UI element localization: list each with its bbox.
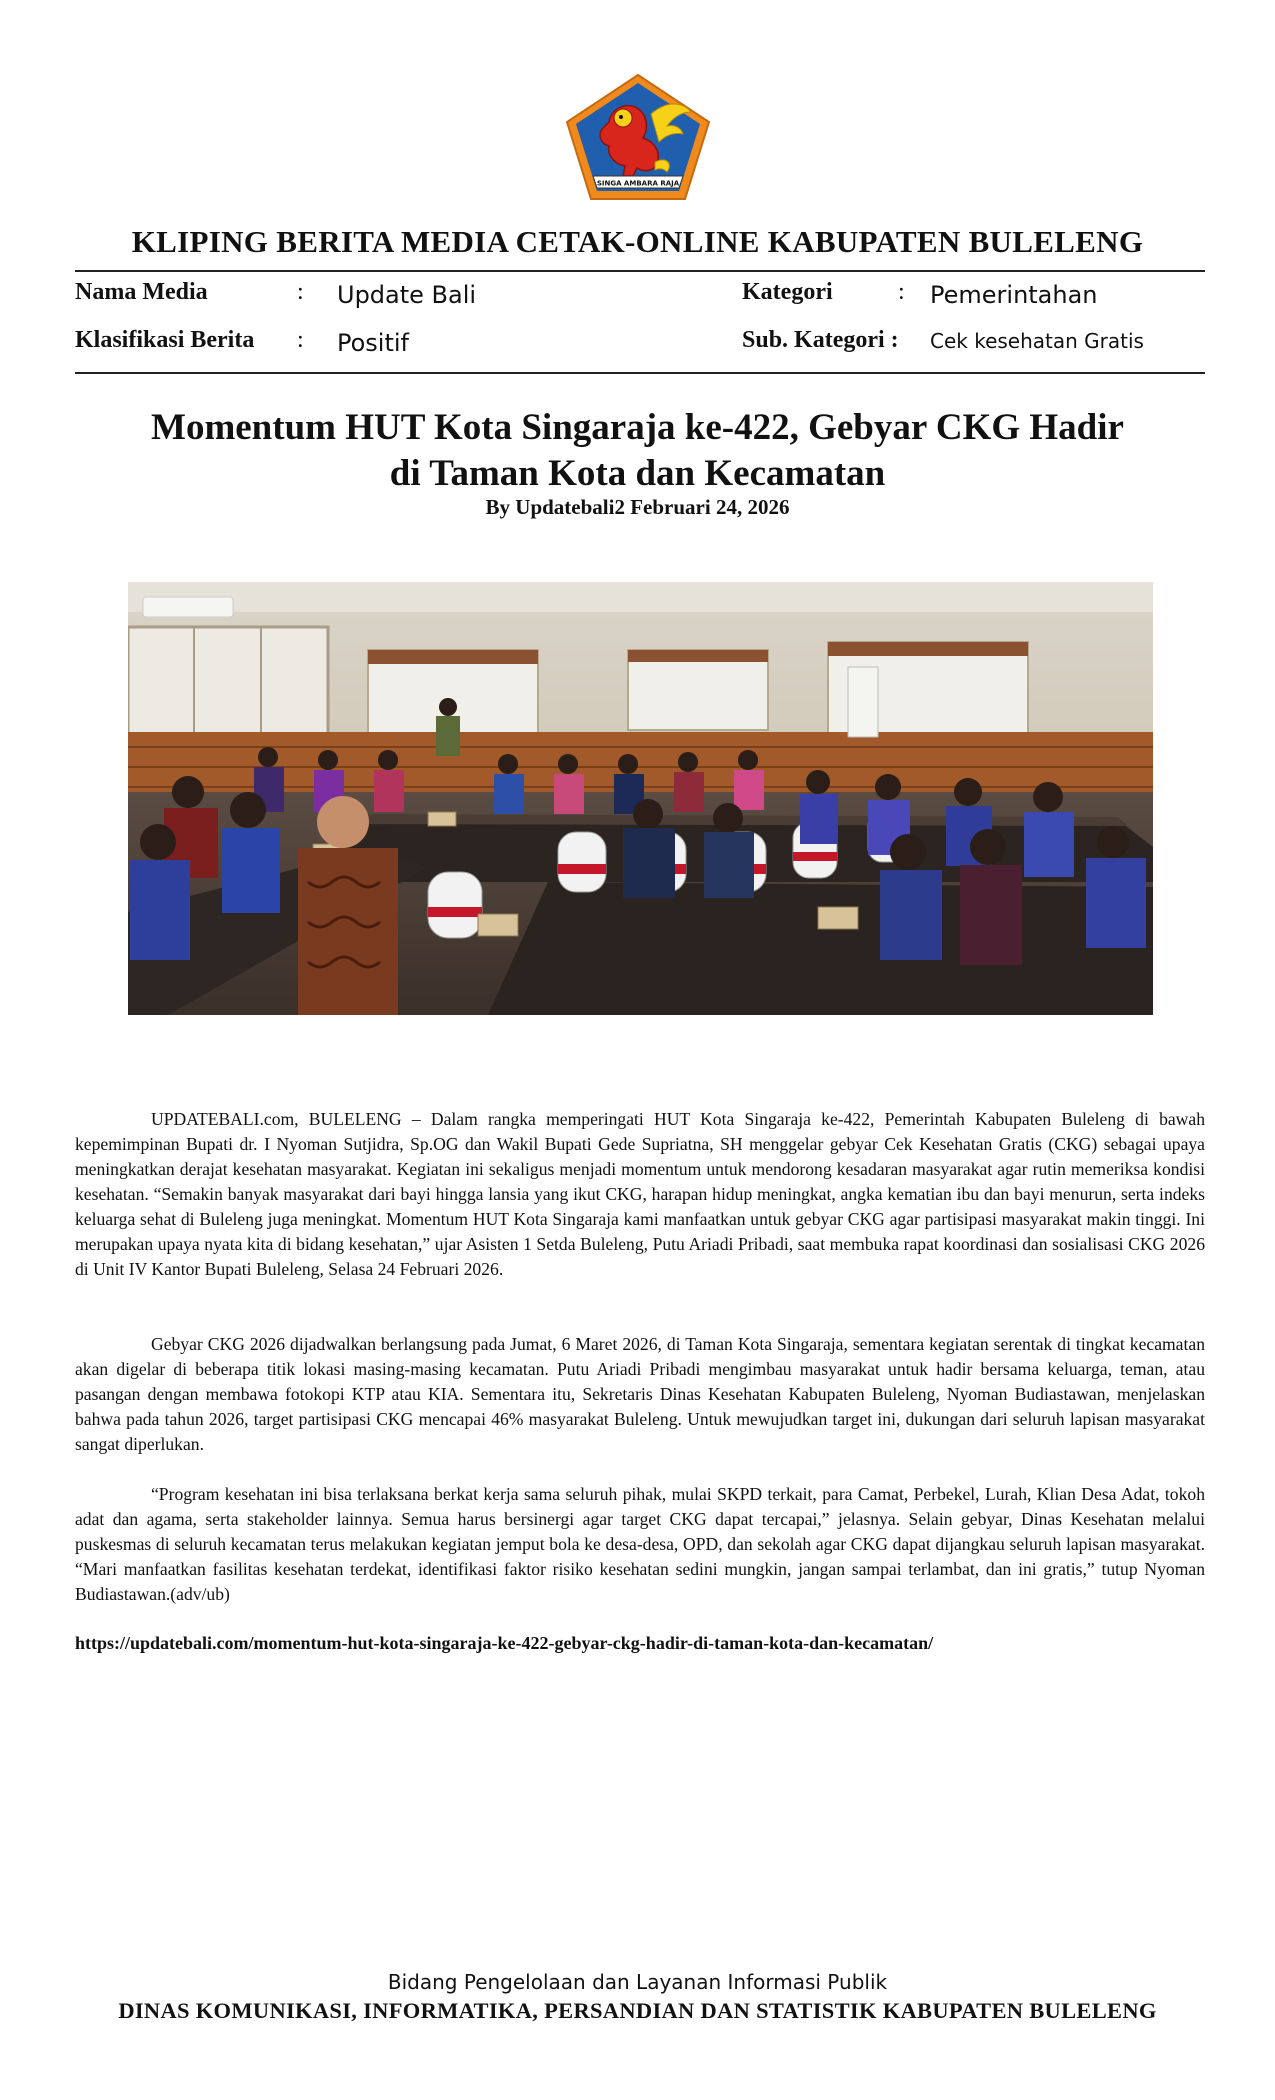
logo-motto: SINGA AMBARA RAJA [596, 179, 680, 188]
article-paragraph: Gebyar CKG 2026 dijadwalkan berlangsung pada Jumat, 6 Maret 2026, di Taman Kota Singaraja, sementara kegiatan serentak di tingkat kecamatan akan digelar di beberapa titik lokasi masing-masing kecamatan. Putu Ariadi Pribadi mengimbau masyarakat untuk hadir bersama keluarga, teman, atau pasangan dengan membawa fotokopi KTP atau KIA. Sementara itu, Sekretaris Dinas Kesehatan Kabupaten Buleleng, Nyoman Budiastawan, menjelaskan bahwa pada tahun 2026, target partisipasi CKG mencapai 46% masyarakat Buleleng. Untuk mewujudkan target ini, dukungan dari seluruh lapisan masyarakat sangat diperlukan. [75, 1334, 1205, 1454]
classification-label: Klasifikasi Berita [75, 327, 255, 353]
subcategory-value: Cek kesehatan Gratis [930, 329, 1144, 353]
footer-agency-title: DINAS KOMUNIKASI, INFORMATIKA, PERSANDIAN DAN STATISTIK KABUPATEN BULELENG [118, 1998, 1157, 2023]
source-url-link[interactable]: https://updatebali.com/momentum-hut-kota-singaraja-ke-422-gebyar-ckg-hadir-di-taman-kota-dan-kecamatan/ [75, 1633, 934, 1653]
media-value: Update Bali [337, 281, 477, 309]
headline-line-1: Momentum HUT Kota Singaraja ke-422, Gebyar CKG Hadir [151, 407, 1124, 448]
headline-line-2: di Taman Kota dan Kecamatan [389, 453, 886, 494]
article-paragraph: “Program kesehatan ini bisa terlaksana berkat kerja sama seluruh pihak, mulai SKPD terkait, para Camat, Perbekel, Lurah, Klian Desa Adat, tokoh adat dan agama, serta stakeholder lainnya. Semua harus bersinergi agar target CKG dapat tercapai,” jelasnya. Selain gebyar, Dinas Kesehatan melalui puskesmas di seluruh kecamatan terus melakukan kegiatan jemput bola ke desa-desa, OPD, dan sekolah agar CKG dapat dijangkau seluruh lapisan masyarakat. “Mari manfaatkan fasilitas kesehatan terdekat, identifikasi faktor risiko kesehatan sedini mungkin, jangan sampai terlambat, dan ini gratis,” tutup Nyoman Budiastawan.(adv/ub) [75, 1484, 1205, 1604]
article-byline: By Updatebali2 Februari 24, 2026 [485, 495, 790, 519]
classification-value: Positif [337, 329, 409, 357]
category-label: Kategori [742, 279, 833, 305]
article-headline [100, 405, 1175, 497]
header-divider-top [75, 270, 1205, 272]
document-header-title: KLIPING BERITA MEDIA CETAK-ONLINE KABUPATEN BULELENG [131, 224, 1144, 259]
footer-department: Bidang Pengelolaan dan Layanan Informasi Publik [387, 1970, 888, 1994]
category-colon: : [898, 279, 905, 305]
media-label: Nama Media [75, 279, 208, 305]
article-paragraph: UPDATEBALI.com, BULELENG – Dalam rangka memperingati HUT Kota Singaraja ke-422, Pemerintah Kabupaten Buleleng di bawah kepemimpinan Bupati dr. I Nyoman Sutjidra, Sp.OG dan Wakil Bupati Gede Supriatna, SH menggelar gebyar Cek Kesehatan Gratis (CKG) sebagai upaya meningkatkan derajat kesehatan masyarakat. Kegiatan ini sekaligus menjadi momentum untuk mendorong kesadaran masyarakat agar rutin memeriksa kondisi kesehatan. “Semakin banyak masyarakat dari bayi hingga lansia yang ikut CKG, harapan hidup meningkat, angka kematian ibu dan bayi menurun, serta indeks keluarga sehat di Buleleng juga meningkat. Momentum HUT Kota Singaraja kami manfaatkan untuk gebyar CKG agar partisipasi masyarakat makin tinggi. Ini merupakan upaya nyata kita di bidang kesehatan,” ujar Asisten 1 Setda Buleleng, Putu Ariadi Pribadi, saat membuka rapat koordinasi dan sosialisasi CKG 2026 di Unit IV Kantor Bupati Buleleng, Selasa 24 Februari 2026. [75, 1109, 1205, 1279]
media-colon: : [297, 279, 304, 305]
category-value: Pemerintahan [930, 281, 1098, 309]
article-photo-meeting-room [128, 582, 1153, 1015]
subcategory-label: Sub. Kategori : [742, 327, 899, 353]
buleleng-regency-logo [563, 72, 713, 202]
header-divider-bottom [75, 372, 1205, 374]
classification-colon: : [297, 327, 304, 353]
